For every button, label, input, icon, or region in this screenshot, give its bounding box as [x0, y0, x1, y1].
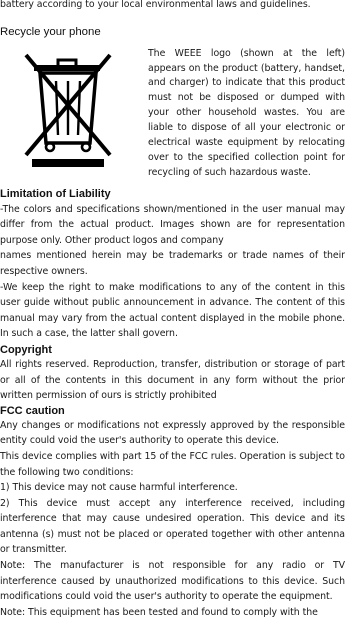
top-line: battery according to your local environmental laws and guidelines. — [0, 0, 311, 10]
recycle-section — [0, 47, 345, 189]
liability-paragraph-3: -We keep the right to make modifications to any of the content in this user guide without public announcement in advance. The content of this manual may vary from the actual content displayed in the mobile phone. In such a case, the latter shall govern. — [0, 281, 345, 340]
copyright-paragraph: All rights reserved. Reproduction, transfer, distribution or storage of part or all of the contents in this document in any form without the prior written permission of ours is strictly prohibited — [0, 358, 345, 402]
fcc-paragraph-5: Note: The manufacturer is not responsible for any radio or TV interference caused by unauthorized modifications to this device. Such modifications could void the user's authority to operate the equipment. — [0, 560, 345, 603]
liability-paragraph-2: names mentioned herein may be trademarks or trade names of their respective owners. — [0, 250, 345, 277]
copyright-heading: Copyright — [0, 343, 52, 356]
recycle-text-block — [148, 47, 345, 181]
fcc-paragraph-3: 1) This device may not cause harmful interference. — [0, 482, 238, 494]
fcc-heading: FCC caution — [0, 404, 65, 417]
liability-paragraph-1: -The colors and specifications shown/mentioned in the user manual may differ from the actual product. Images shown are for representation purpose only. Other product logos and company — [0, 203, 345, 246]
recycle-heading: Recycle your phone — [0, 25, 101, 38]
recycle-paragraph: The WEEE logo (shown at the left) appears on the product (battery, handset, and charger) to indicate that this product must not be disposed or dumped with your other household wastes. You are liable to dispose of all your electronic or electrical waste equipment by relocating over to the specified collection point for recycling of such hazardous waste. — [148, 47, 345, 178]
liability-heading: Limitation of Liability — [0, 187, 111, 200]
fcc-paragraph-1: Any changes or modifications not expressly approved by the responsible entity could void the user's authority to operate this device. — [0, 419, 345, 447]
fcc-paragraph-2: This device complies with part 15 of the FCC rules. Operation is subject to the following two conditions: — [0, 450, 345, 478]
fcc-paragraph-6: Note: This equipment has been tested and found to comply with the — [0, 606, 318, 618]
fcc-paragraph-4: 2) This device must accept any interference received, including interference that may cause undesired operation. This device and its antenna (s) must not be placed or operated together with other antenna or transmitter. — [0, 497, 345, 556]
weee-crossed-out-bin-icon — [18, 51, 118, 169]
